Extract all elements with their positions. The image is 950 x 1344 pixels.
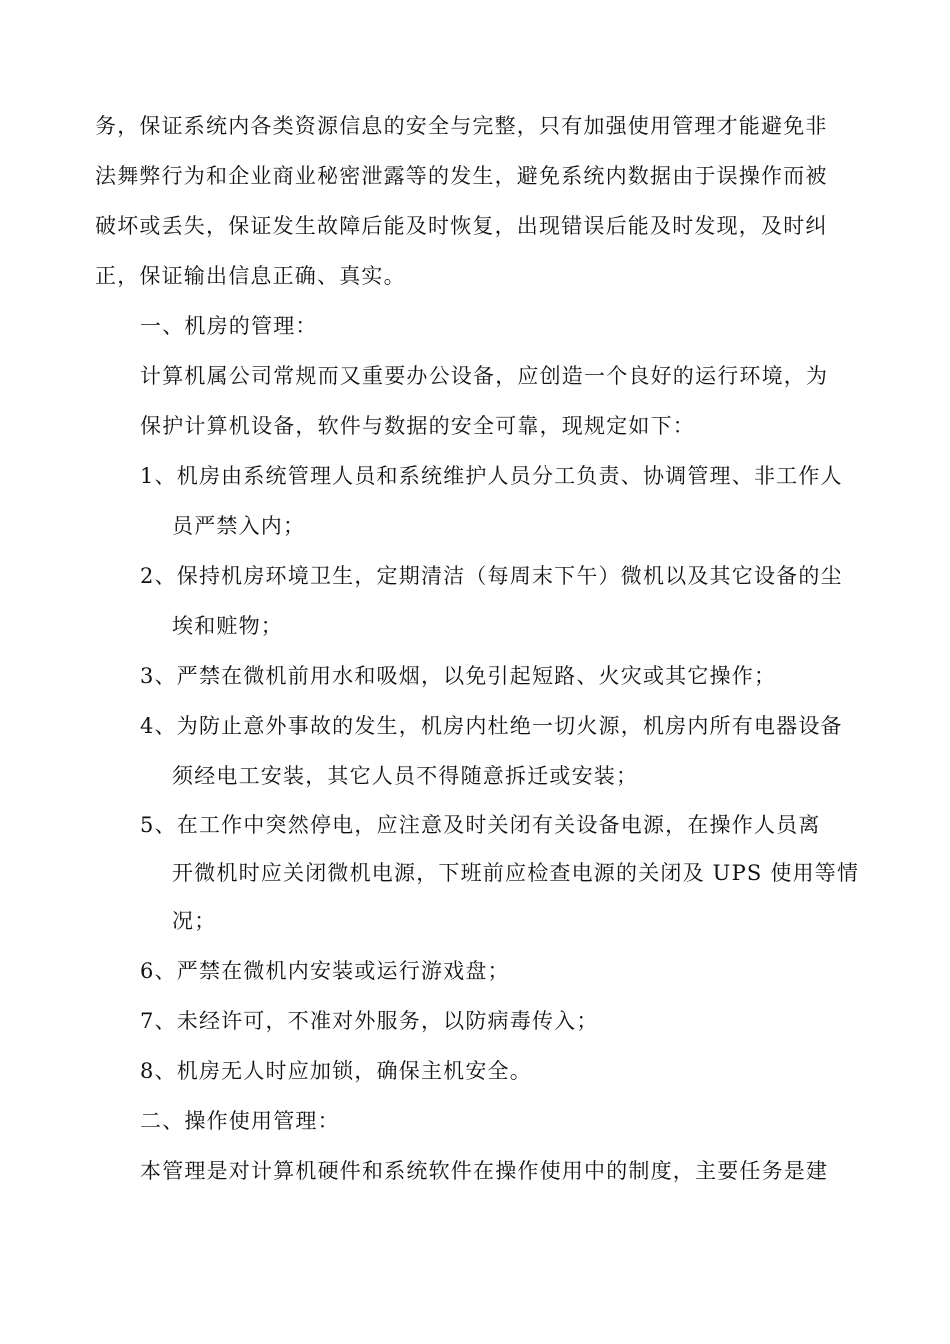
paragraph-line: 正，保证输出信息正确、真实。 (95, 264, 406, 288)
list-item: 1、机房由系统管理人员和系统维护人员分工负责、协调管理、非工作人 (140, 464, 843, 488)
list-item: 5、在工作中突然停电，应注意及时关闭有关设备电源，在操作人员离 (140, 813, 821, 837)
list-item-continuation: 开微机时应关闭微机电源，下班前应检查电源的关闭及 UPS 使用等情 (172, 861, 860, 885)
section-heading: 二、操作使用管理： (140, 1109, 340, 1133)
paragraph-line: 本管理是对计算机硬件和系统软件在操作使用中的制度，主要任务是建 (140, 1159, 829, 1183)
list-item: 3、严禁在微机前用水和吸烟，以免引起短路、火灾或其它操作； (140, 664, 777, 688)
paragraph-line: 务，保证系统内各类资源信息的安全与完整，只有加强使用管理才能避免非 (95, 114, 828, 138)
list-item: 4、为防止意外事故的发生，机房内杜绝一切火源，机房内所有电器设备 (140, 714, 843, 738)
list-item: 8、机房无人时应加锁，确保主机安全。 (140, 1059, 532, 1083)
list-item-continuation: 埃和赃物； (172, 614, 283, 638)
paragraph-line: 保护计算机设备，软件与数据的安全可靠，现规定如下： (140, 414, 695, 438)
list-item-continuation: 况； (172, 909, 217, 933)
list-item-continuation: 须经电工安装，其它人员不得随意拆迁或安装； (172, 764, 639, 788)
list-item-continuation: 员严禁入内； (172, 514, 306, 538)
list-item: 6、严禁在微机内安装或运行游戏盘； (140, 959, 510, 983)
paragraph-line: 法舞弊行为和企业商业秘密泄露等的发生，避免系统内数据由于误操作而被 (95, 164, 828, 188)
list-item: 7、未经许可，不准对外服务，以防病毒传入； (140, 1009, 599, 1033)
list-item: 2、保持机房环境卫生，定期清洁（每周末下午）微机以及其它设备的尘 (140, 564, 843, 588)
section-heading: 一、机房的管理： (140, 314, 318, 338)
paragraph-line: 计算机属公司常规而又重要办公设备，应创造一个良好的运行环境，为 (140, 364, 829, 388)
paragraph-line: 破坏或丢失，保证发生故障后能及时恢复，出现错误后能及时发现，及时纠 (95, 214, 828, 238)
